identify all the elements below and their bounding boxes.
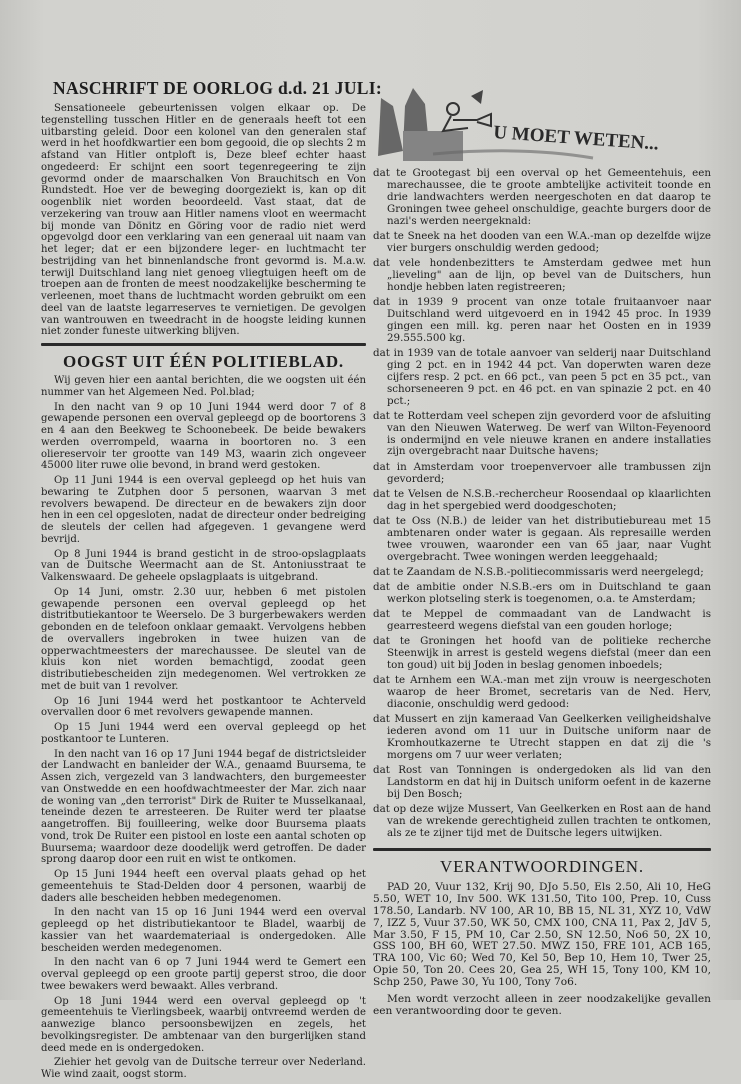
news-paragraph: Op 14 Juni, omstr. 2.30 uur, hebben 6 met pistolen gewapende personen een overval gepleegd op het distritbutiekantoor te Weerselo. De 3 burgerbewakers werden gebonden en de telefoon onklaar gemaakt. Vervolgens hebben de overvallers ingebroken in twee huizen van de opperwachtmeesters der marechaussee. De sleutel van de kluis kon niet worden bemachtigd, zoodat geen distributiebescheiden zijn medegenomen. Wel vertrokken ze met de buit van 1 revolver. [41,586,366,692]
news-paragraph: In den nacht van 15 op 16 Juni 1944 werd een overval gepleegd op het distributiekantoor te Bladel, waarbij de kassier van het waardemateriaal is ondergedoken. Alle bescheiden werden medegenomen. [41,907,366,954]
right-column [373,76,711,1023]
news-paragraph: In den nacht van 6 op 7 Juni 1944 werd te Gemert een overval gepleegd op een groote partij geperst stroo, die door twee bewakers werd bewaakt. Alles verbrand. [41,957,366,992]
section-title-naschrift: NASCHRIFT DE OORLOG d.d. 21 JULI: [53,78,383,98]
fact-item: dat te Groningen het hoofd van de politieke recherche Steenwijk in arrest is gesteld wegens diefstal (meer dan een ton goud) uit bij Joden in beslag genomen inboedels; [373,635,711,671]
news-paragraph: Op 16 Juni 1944 werd het postkantoor te Achterveld overvallen door 6 met revolvers gewapende mannen. [41,695,366,719]
naschrift-body: Sensationeele gebeurtenissen volgen elkaar op. De tegenstelling tusschen Hitler en de generaals heeft tot een uitbarsting geleid. Door een kolonel van den generalen staf werd in het hoofdkwartier een bom gegooid, die op slechts 2 m afstand van Hitler ontploft is, Deze bleef echter haast ongedeerd: Er schijnt een soort tegenregeering te zijn gevormd onder de maarschalken Von Brauchitsch en Von Rundstedt. Hoe ver de beweging doorgeziekt is, kan op dit oogenblik niet worden beoordeeld. Vast staat, dat de verzekering van trouw aan Hitler namens vloot en weermacht bij monde van Dönitz en Göring voor de radio niet werd opgevolgd door een verklaring van een generaal uit naam van het leger; dat er een bijzondere leger- en luchtmacht ter bestrijding van het binnenlandsche front gevormd is. M.a.w. terwijl Duitschland lang niet genoeg vliegtuigen heeft om de troepen aan de fronten de meest noodzakelijke bescherming te verleenen, moet thans de luchtmacht worden gebruikt om een deel van de laatste legarreserves te vernietigen. De gevolgen van wantrouwen en tweedracht in de hoogste leiding kunnen niet zonder funeste uitwerking blijven. [41,103,366,338]
verantwoordingen-note: Men wordt verzocht alleen in zeer noodzakelijke gevallen een verantwoording door te geven. [373,993,711,1017]
fact-item: dat de ambitie onder N.S.B.-ers om in Duitschland te gaan werkon plotseling sterk is toegenomen, o.a. te Amsterdam; [373,580,711,605]
fact-item: dat te Arnhem een W.A.-man met zijn vrouw is neergeschoten waarop de heer Bromet, secretaris van de Ned. Herv, diaconie, onschuldig werd gedood: [373,674,711,711]
herald-trumpet-illustration [373,76,703,168]
fact-item: dat vele hondenbezitters te Amsterdam gedwee met hun „lieveling" aan de lijn, op bevel van de Duitschers, hun hondje hebben laten registreeren; [373,256,711,293]
verantwoordingen-list: PAD 20, Vuur 132, Krij 90, DJo 5.50, Els 2.50, Ali 10, HeG 5.50, WET 10, Inv 500. WK 131.50, Tito 100, Prep. 10, Cuss 178.50, Landarb. NV 100, AR 10, BB 15, NL 31, XYZ 10, VdW 7, IZZ 5, Vuur 37.50, WK 50, CMX 100, CNA 11, Pax 2, JdV 5, Mar 3.50, F 15, PM 10, Car 2.50, SN 12.50, No6 50, 2X 10, GSS 100, BH 60, WET 27.50. MWZ 150, FRE 101, ACB 165, TRA 100, Vic 60; Wed 70, Kel 50, Bep 10, Hem 10, Twer 25, Opie 50, Ton 20. Cees 20, Gea 25, WH 15, Tony 100, KM 10, Schp 250, Pawe 30, Yu 100, Tony 7o6. [373,880,711,989]
news-paragraph: Op 11 Juni 1944 is een overval gepleegd op het huis van bewaring te Zutphen door 5 personen, waarvan 3 met revolvers bewapend. De directeur en de bewakers zijn door hen in een cel opgesloten, nadat de directeur onder bedreiging de sleutels der cellen had afgegeven. 1 gevangene werd bevrijd. [41,475,366,545]
fact-item: dat in 1939 9 procent van onze totale fruitaanvoer naar Duitschland werd uitgevoerd en in 1942 45 proc. In 1939 gingen een mill. kg. peren naar het Oosten en in 1939 29.555.500 kg. [373,295,711,344]
news-paragraph: Op 18 Juni 1944 werd een overval gepleegd op 't gemeentehuis te Vierlingsbeek, waarbij ontvreemd werden de aanwezige blanco persoonsbewijzen en zegels, het bevolkingsregister. De ambtenaar van den burgerlijken stand deed mede en is ondergedoken. [41,995,366,1054]
fact-item: dat te Oss (N.B.) de leider van het distributiebureau met 15 ambtenaren onder water is gegaan. Als represaille werden twee vrouwen, waaronder een van 65 jaar, naar Vught overgebracht. Twee woningen werden leeggehaald; [373,514,711,563]
fact-item: dat te Velsen de N.S.B.-rechercheur Roosendaal op klaarlichten dag in het spergebied werd doodgeschoten; [373,487,711,512]
oogst-paragraphs [41,375,366,1081]
news-paragraph: Op 15 Juni 1944 heeft een overval plaats gehad op het gemeentehuis te Stad-Delden door 4 personen, waarbij de daders alle bescheiden hebben medegenomen. [41,869,366,904]
fact-item: dat te Grootegast bij een overval op het Gemeentehuis, een marechaussee, die te groote ambtelijke activiteit toonde en drie landwachters werden neergeschoten en dat daarop te Groningen twee geheel onschuldige, geachte burgers door de nazi's werden neergeknald: [373,167,711,227]
section-title-oogst: OOGST UIT ÉÉN POLITIEBLAD. [63,352,344,371]
fact-item: dat te Zaandam de N.S.B.-politiecommissaris werd neergelegd; [373,565,704,578]
news-paragraph: In den nacht van 16 op 17 Juni 1944 begaf de districtsleider der Landwacht en banleider der W.A., genaamd Buursema, te Assen zich, vergezeld van 3 landwachters, den burgemeester van Onstwedde en een hoofdwachtmeester der Mar. zich naar de woning van „den terrorist" Dirk de Ruiter te Musselkanaal, teneinde dezen te arresteeren. De Ruiter werd ter plaatse aangetroffen. Bij fouilleering, welke door Buursema plaats vond, trok De Ruiter een pistool en loste een aantal schoten op Buursema; waardoor deze doodelijk werd getroffen. De dader sprong daarop door een ruit en wist te ontkomen. [41,748,366,866]
section-title-verantwoordingen: VERANTWOORDINGEN. [440,856,644,876]
fact-item: dat op deze wijze Mussert, Van Geelkerken en Rost aan de hand van de wrekende gerechtigheid zullen trachten te ontkomen, als ze te zijner tijd met de Duitsche legers uitwijken. [373,803,711,839]
fact-item: dat Rost van Tonningen is ondergedoken als lid van den Landstorm en dat hij in Duitsch uniform oefent in de kazerne bij Den Bosch; [373,764,711,800]
fact-item: dat Mussert en zijn kameraad Van Geelkerken veiligheidshalve iederen avond om 11 uur in Duitsche uniform naar de Kromhoutkazerne te Utrecht stappen en dat zij die 's morgens om 7 uur weer verlaten; [373,713,711,761]
fact-item: dat in 1939 van de totale aanvoer van selderij naar Duitschland ging 2 pct. en in 1942 44 pct. Van doperwten waren deze cijfers resp. 2 pct. en 66 pct., van peen 5 pct en 35 pct., van schorseneeren 9 pct. en 46 pct. en van spinazie 2 pct. en 40 pct.; [373,346,711,407]
fact-item: dat in Amsterdam voor troepenvervoer alle trambussen zijn gevorderd; [373,460,711,485]
fact-item: dat te Sneek na het dooden van een W.A.-man op dezelfde wijze vier burgers onschuldig werden gedood; [373,229,711,254]
fact-item: dat te Meppel de commaadant van de Landwacht is gearresteerd wegens diefstal van een gouden horloge; [373,608,711,632]
divider [41,343,366,346]
divider [373,848,711,851]
news-paragraph: Wij geven hier een aantal berichten, die we oogsten uit één nummer van het Algemeen Ned. Pol.blad; [41,375,366,398]
news-paragraph: Op 15 Juni 1944 werd een overval gepleegd op het postkantoor te Lunteren. [41,722,366,745]
news-paragraph: Op 8 Juni 1944 is brand gesticht in de stroo-opslagplaats van de Duitsche Weermacht aan de St. Antoniusstraat te Valkenswaard. De geheele opslagplaats is uitgebrand. [41,548,366,583]
banner-text: U MOET WETEN... [492,122,660,155]
u-moet-weten-banner [373,76,711,168]
fact-item: dat te Rotterdam veel schepen zijn gevorderd voor de afsluiting van den Nieuwen Waterweg. De werf van Wilton-Feyenoord is ondermijnd en vele nieuwe kranen en andere installaties zijn overgebracht naar Duitsche havens; [373,409,711,458]
facts-list [373,168,711,840]
left-column [41,76,383,1084]
news-paragraph: Ziehier het gevolg van de Duitsche terreur over Nederland. Wie wind zaait, oogst storm. [41,1057,366,1080]
news-paragraph: In den nacht van 9 op 10 Juni 1944 werd door 7 of 8 gewapende personen een overval gepleegd op de boortorens 3 en 4 aan den Beekweg te Schoonebeek. De beide bewakers werden overrompeld, waarna in boortoren no. 3 een oliereservoir ter grootte van 149 M3, waarin zich ongeveer 45000 liter ruwe olie bevond, in brand werd gestoken. [41,401,366,472]
